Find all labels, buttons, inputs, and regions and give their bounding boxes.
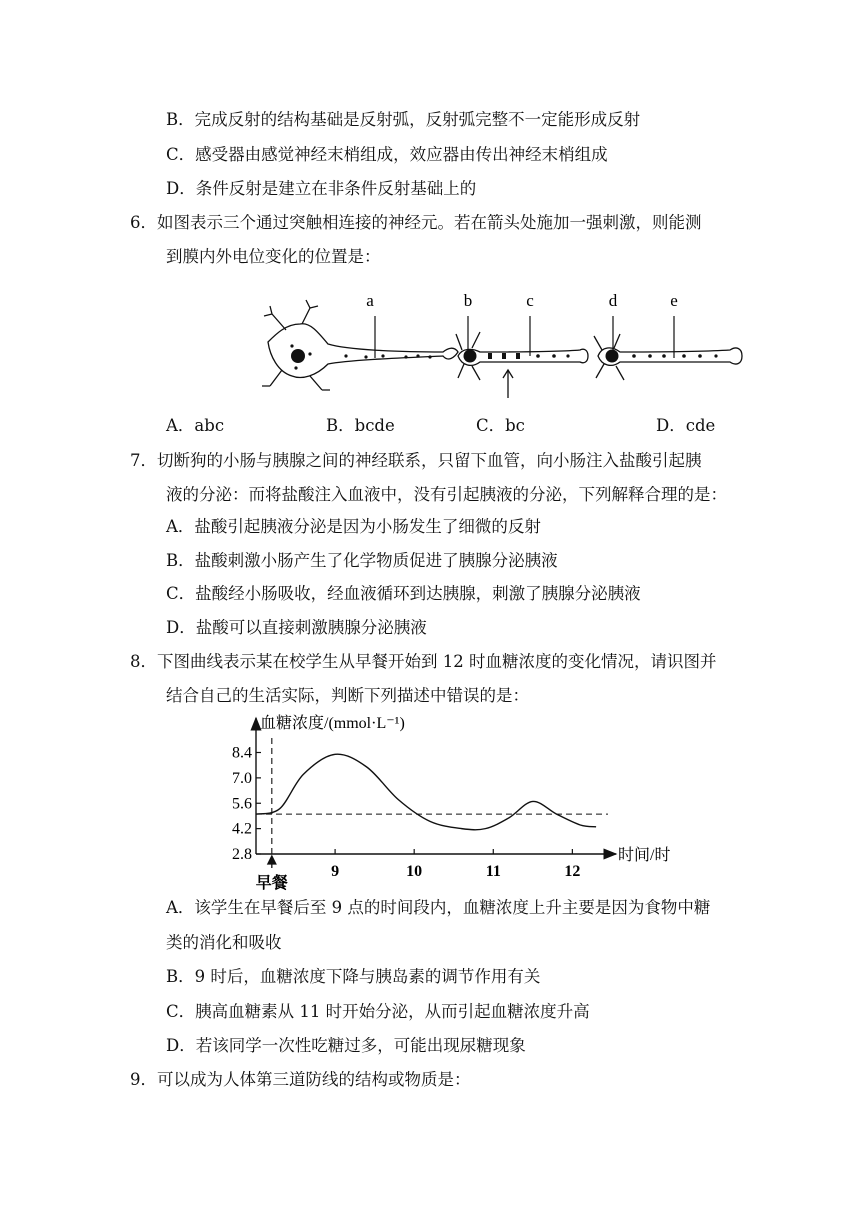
q8-stem-line1: 8．下图曲线表示某在校学生从早餐开始到 12 时血糖浓度的变化情况，请识图并 bbox=[130, 652, 717, 671]
q8-option-d: D．若该同学一次性吃糖过多，可能出现尿糖现象 bbox=[166, 1036, 526, 1055]
y-tick-label: 7.0 bbox=[232, 769, 252, 787]
q7-option-c: C．盐酸经小肠吸收，经血液循环到达胰腺，刺激了胰腺分泌胰液 bbox=[166, 584, 641, 603]
stimulus-arrow-icon bbox=[503, 370, 513, 398]
q5-option-b: B．完成反射的结构基础是反射弧，反射弧完整不一定能形成反射 bbox=[166, 110, 641, 129]
q6-option-a: A．abc bbox=[166, 416, 225, 435]
q9-stem-line1: 9．可以成为人体第三道防线的结构或物质是： bbox=[130, 1070, 471, 1089]
q7-option-d: D．盐酸可以直接刺激胰腺分泌胰液 bbox=[166, 618, 427, 637]
x-tick-label: 9 bbox=[331, 863, 340, 880]
q8-option-a-line2: 类的消化和吸收 bbox=[166, 933, 282, 952]
label-a: a bbox=[366, 291, 374, 310]
q5-option-c: C．感受器由感觉神经末梢组成，效应器由传出神经末梢组成 bbox=[166, 145, 608, 164]
x-axis-label: 时间/时 bbox=[618, 847, 671, 864]
q7-option-a: A．盐酸引起胰液分泌是因为小肠发生了细微的反射 bbox=[166, 517, 541, 536]
label-d: d bbox=[608, 291, 618, 310]
q6-option-b: B．bcde bbox=[326, 416, 395, 435]
q8-stem-line2: 结合自己的生活实际，判断下列描述中错误的是： bbox=[166, 686, 529, 705]
y-tick-label: 2.8 bbox=[232, 846, 252, 863]
q8-option-c: C．胰高血糖素从 11 时开始分泌，从而引起血糖浓度升高 bbox=[166, 1002, 590, 1021]
y-tick-label: 5.6 bbox=[232, 795, 252, 813]
glucose-curve bbox=[256, 754, 596, 830]
neuron-diagram bbox=[258, 286, 748, 402]
q5-option-d: D．条件反射是建立在非条件反射基础上的 bbox=[166, 179, 477, 198]
q8-option-b: B．9 时后，血糖浓度下降与胰岛素的调节作用有关 bbox=[166, 967, 541, 986]
y-axis-label: 血糖浓度/(mmol·L⁻¹) bbox=[260, 715, 405, 732]
q6-stem-line1: 6．如图表示三个通过突触相连接的神经元。若在箭头处施加一强刺激，则能测 bbox=[130, 213, 702, 232]
x-tick-label: 12 bbox=[564, 863, 581, 880]
label-c: c bbox=[526, 291, 534, 310]
x-tick-label: 10 bbox=[406, 863, 423, 880]
q6-stem-line2: 到膜内外电位变化的位置是： bbox=[166, 247, 381, 266]
y-tick-label: 4.2 bbox=[232, 820, 252, 838]
label-b: b bbox=[463, 291, 473, 310]
q6-option-c: C．bc bbox=[476, 416, 525, 435]
x-tick-label: 11 bbox=[485, 863, 501, 880]
q7-stem-line2: 液的分泌：而将盐酸注入血液中，没有引起胰液的分泌，下列解释合理的是： bbox=[166, 485, 727, 504]
blood-glucose-chart bbox=[212, 708, 702, 894]
y-tick-label: 8.4 bbox=[232, 744, 252, 762]
q7-stem-line1: 7．切断狗的小肠与胰腺之间的神经联系，只留下血管，向小肠注入盐酸引起胰 bbox=[130, 451, 702, 470]
label-e: e bbox=[670, 291, 678, 310]
q7-option-b: B．盐酸刺激小肠产生了化学物质促进了胰腺分泌胰液 bbox=[166, 551, 558, 570]
q6-option-d: D．cde bbox=[656, 416, 716, 435]
breakfast-arrow-icon bbox=[268, 856, 276, 868]
q8-option-a-line1: A．该学生在早餐后至 9 点的时间段内，血糖浓度上升主要是因为食物中糖 bbox=[166, 898, 711, 917]
breakfast-label: 早餐 bbox=[255, 875, 288, 892]
